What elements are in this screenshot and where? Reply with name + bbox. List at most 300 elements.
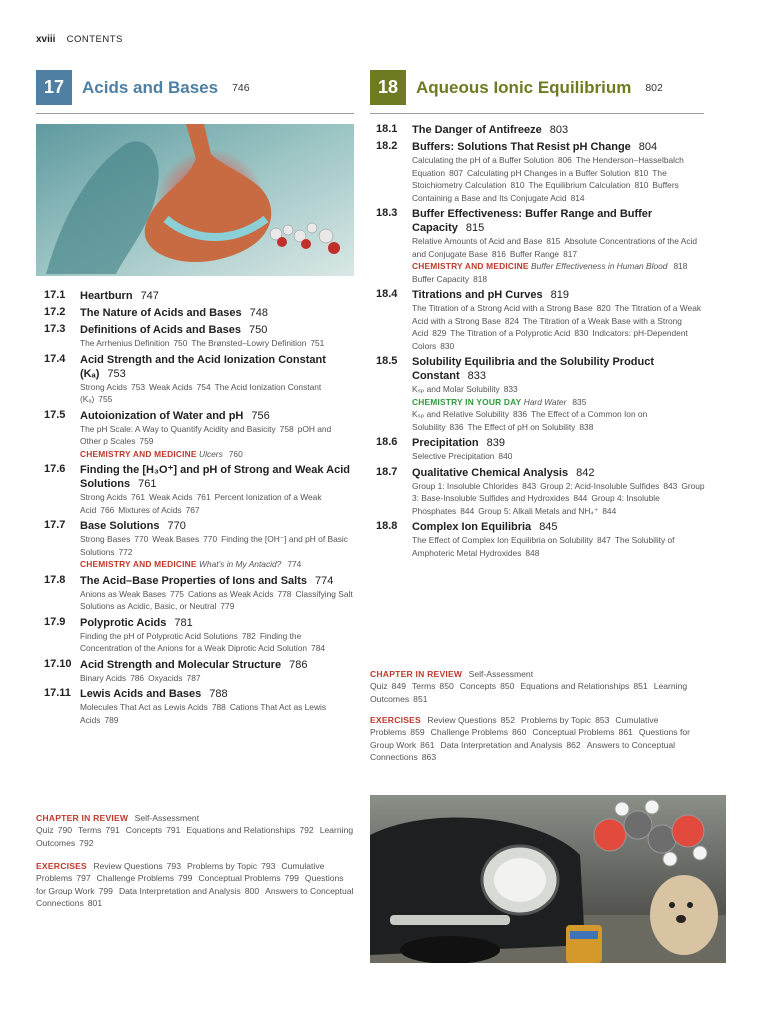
running-head: CONTENTS: [66, 34, 123, 45]
chapter-18-header[interactable]: [370, 70, 663, 105]
chapter-18-toc: [376, 123, 706, 562]
section-title-text: The Danger of Antifreeze: [412, 124, 542, 136]
subsection-page: 807: [449, 167, 464, 178]
toc-section-row: [44, 323, 354, 350]
review-item-page: 801: [87, 897, 103, 908]
subsection-list: [80, 672, 354, 685]
subsection-list: [412, 383, 706, 396]
subsection-title[interactable]: Relative Amounts of Acid and Base: [412, 236, 543, 246]
section-page: 839: [486, 437, 505, 449]
subsection-page: 770: [203, 534, 218, 544]
subsection-title[interactable]: The Titration of a Weak Base with a Strong Acid: [412, 315, 682, 338]
review-item[interactable]: Challenge Problems: [96, 873, 175, 884]
toc-section: [44, 658, 354, 685]
toc-section: [44, 616, 354, 655]
chapter-18-exercises: [370, 714, 706, 763]
section-number: 18.4: [376, 288, 398, 300]
subsection-page: 824: [504, 315, 519, 326]
feature-box[interactable]: [80, 448, 354, 461]
subsection-title[interactable]: The Henderson–Hasselbalch Equation: [412, 155, 684, 178]
subsection-page: 751: [310, 338, 325, 348]
section-number: 17.2: [44, 306, 66, 318]
toc-section: [44, 409, 354, 461]
section-number: 18.6: [376, 436, 398, 448]
subsection-title[interactable]: The Equilibrium Calculation: [528, 180, 631, 190]
section-body: [80, 289, 354, 303]
review-item[interactable]: Answers to Conceptual Connections: [36, 885, 354, 908]
review-item-page: 859: [410, 727, 425, 738]
review-item-page: 793: [261, 861, 276, 871]
subsection-page: 806: [557, 155, 572, 165]
chapter-18-review: [370, 668, 706, 705]
subsection-page: 788: [211, 702, 226, 712]
section-title[interactable]: [80, 306, 354, 320]
subsection-page: 755: [98, 394, 113, 404]
subsection-list: [412, 302, 706, 352]
review-item-page: 792: [79, 837, 94, 848]
section-title[interactable]: [80, 519, 354, 533]
section-body: [80, 687, 354, 726]
subsection-title[interactable]: Kₛₚ and Relative Solubility: [412, 409, 510, 419]
feature-box[interactable]: [80, 558, 354, 571]
review-item-page: 862: [566, 739, 581, 750]
section-page: 819: [550, 289, 569, 301]
review-item-page: 800: [244, 885, 260, 896]
toc-section-row: [44, 687, 354, 726]
toc-section: [376, 520, 706, 559]
review-item[interactable]: Questions for Group Work: [370, 727, 690, 750]
toc-section-row: [376, 436, 706, 463]
section-title[interactable]: [80, 323, 354, 337]
subsection-title[interactable]: Weak Bases: [152, 534, 200, 544]
chapter-18-title: Aqueous Ionic Equilibrium: [416, 77, 632, 97]
subsection-title[interactable]: Buffers Containing a Base and Its Conjugate Acid: [412, 180, 679, 203]
review-item-page: 861: [420, 739, 435, 750]
subsection-page: 810: [510, 180, 525, 190]
subsection-page: 840: [498, 451, 513, 461]
section-number: 18.2: [376, 140, 398, 152]
subsection-page: 818: [473, 273, 488, 284]
subsection-title[interactable]: Anions as Weak Bases: [80, 588, 166, 599]
subsection-title[interactable]: Mixtures of Acids: [118, 504, 182, 515]
subsection-page: 767: [185, 504, 200, 515]
toc-section-row: [44, 409, 354, 461]
subsection-title[interactable]: Group 3: Base-Insoluble Sulfides and Hydroxides: [412, 480, 705, 503]
section-page: 842: [576, 466, 595, 479]
section-number: 17.7: [44, 519, 66, 531]
section-body: [412, 288, 706, 352]
subsection-page: 770: [134, 534, 149, 544]
review-item[interactable]: Equations and Relationships: [520, 681, 630, 692]
subsection-page: 820: [596, 303, 611, 313]
review-item-page: 792: [299, 825, 314, 836]
subsection-title[interactable]: The Solubility of Amphoteric Metal Hydroxides: [412, 535, 675, 558]
review-item[interactable]: Answers to Conceptual Connections: [370, 739, 676, 762]
review-item-page: 793: [166, 861, 181, 871]
subsection-title[interactable]: The pH Scale: A Way to Quantify Acidity and Basicity: [80, 423, 276, 434]
subsection-page: 810: [634, 180, 649, 190]
toc-section: [376, 355, 706, 433]
section-body: [80, 353, 354, 406]
subsection-page: 836: [513, 409, 528, 419]
section-title-text: The Acid–Base Properties of Ions and Salts: [80, 574, 307, 587]
subsection-title[interactable]: The Titration of a Weak Acid with a Strong Base: [412, 303, 702, 326]
section-title-text: The Nature of Acids and Bases: [80, 307, 242, 319]
subsection-page: 775: [169, 588, 184, 599]
chapter-18-number-badge: 18: [370, 70, 406, 105]
review-item-page: 853: [595, 715, 610, 725]
review-item[interactable]: Questions for Group Work: [36, 873, 344, 896]
review-item[interactable]: Conceptual Problems: [198, 873, 281, 884]
subsection-page: 810: [634, 167, 649, 178]
section-title-text: Qualitative Chemical Analysis: [412, 466, 569, 479]
subsection-title[interactable]: Group 2: Acid-Insoluble Sulfides: [540, 480, 660, 491]
chapter-17-toc: [44, 289, 354, 729]
subsection-title[interactable]: Binary Acids: [80, 672, 127, 683]
section-title[interactable]: [80, 687, 354, 701]
subsection-page: 782: [241, 630, 256, 641]
section-body: [412, 355, 706, 433]
section-page: 750: [248, 324, 268, 336]
subsection-title[interactable]: Strong Bases: [80, 534, 131, 544]
section-title-text: Polyprotic Acids: [80, 616, 167, 629]
section-number: 18.3: [376, 207, 398, 219]
subsection-title[interactable]: Absolute Concentrations of the Acid and Conjugate Base: [412, 236, 698, 259]
feature-title: Hard Water: [523, 396, 567, 407]
toc-section-row: [44, 289, 354, 303]
chapter-17-exercises-label: EXERCISES: [36, 861, 87, 871]
toc-section-row: [44, 519, 354, 571]
subsection-title[interactable]: Strong Acids: [80, 381, 128, 392]
section-title[interactable]: [412, 466, 706, 480]
review-item-page: 799: [178, 873, 193, 884]
subsection-title[interactable]: pOH and Other p Scales: [80, 423, 332, 446]
section-page: 786: [289, 658, 308, 671]
section-number: 17.8: [44, 573, 66, 586]
subsection-title[interactable]: The Titration of a Strong Acid with a Strong Base: [412, 303, 593, 313]
review-item[interactable]: Learning Outcomes: [370, 681, 688, 704]
subsection-page: 830: [574, 328, 589, 338]
section-title[interactable]: [412, 288, 706, 302]
section-number: 17.3: [44, 323, 66, 335]
section-title[interactable]: [412, 520, 706, 534]
review-item-page: 799: [284, 873, 299, 884]
section-number: 17.5: [44, 408, 66, 421]
chapter-18-review-label: CHAPTER IN REVIEW: [370, 669, 463, 679]
chapter-18-page: 802: [645, 81, 663, 94]
section-body: [412, 520, 706, 559]
feature-label: CHEMISTRY AND MEDICINE: [80, 448, 197, 459]
review-item[interactable]: Data Interpretation and Analysis: [118, 885, 241, 896]
subsection-page: 844: [460, 505, 475, 516]
review-item[interactable]: Data Interpretation and Analysis: [440, 739, 563, 750]
section-body: [80, 658, 354, 685]
section-title-text: Heartburn: [80, 290, 133, 302]
feature-box[interactable]: [412, 396, 706, 409]
section-page: 815: [465, 222, 485, 234]
toc-section-row: [44, 463, 354, 516]
toc-section: [44, 519, 354, 571]
section-title[interactable]: [80, 574, 354, 588]
subsection-page: 838: [579, 421, 594, 432]
section-title-text: Buffers: Solutions That Resist pH Change: [412, 141, 631, 153]
subsection-page: 779: [220, 601, 235, 611]
review-item[interactable]: Review Questions: [93, 861, 163, 871]
review-item-page: 852: [500, 715, 515, 725]
review-item[interactable]: Conceptual Problems: [532, 727, 615, 738]
toc-section: [44, 289, 354, 303]
review-item[interactable]: Problems by Topic: [521, 715, 592, 725]
review-item[interactable]: Cumulative Problems: [370, 715, 659, 738]
section-title[interactable]: [412, 140, 706, 154]
subsection-title[interactable]: Finding the [OH⁻] and pH of Basic Solutions: [80, 534, 348, 557]
toc-section: [376, 288, 706, 352]
section-body: [412, 123, 706, 137]
subsection-page: 836: [449, 421, 464, 432]
section-number: 17.4: [44, 352, 66, 365]
feature-label: CHEMISTRY AND MEDICINE: [80, 559, 197, 569]
subsection-page: 847: [596, 535, 611, 545]
toc-section-row: [44, 306, 354, 320]
toc-section: [44, 463, 354, 516]
subsection-title[interactable]: Cations That Act as Lewis Acids: [80, 702, 327, 725]
section-body: [412, 436, 706, 463]
review-item[interactable]: Concepts: [125, 825, 163, 836]
subsection-page: 754: [196, 381, 211, 392]
subsection-title[interactable]: The Effect of pH on Solubility: [467, 421, 576, 432]
page-number: xviii: [36, 34, 56, 45]
subsection-page: 816: [491, 248, 506, 259]
review-item-page: 863: [421, 751, 437, 762]
section-body: [412, 140, 706, 204]
review-item[interactable]: Learning Outcomes: [36, 825, 354, 848]
section-page: 756: [251, 409, 270, 422]
subsection-page: 843: [522, 480, 537, 491]
section-title[interactable]: [80, 616, 354, 630]
section-number: 17.1: [44, 289, 66, 301]
section-number: 18.8: [376, 520, 398, 532]
subsection-page: 817: [563, 248, 578, 259]
subsection-title[interactable]: Oxyacids: [148, 672, 183, 683]
subsection-title[interactable]: The Effect of Complex Ion Equilibria on Solubility: [412, 535, 593, 545]
subsection-title[interactable]: Selective Precipitation: [412, 451, 495, 461]
page-header: [36, 34, 123, 45]
toc-section: [44, 574, 354, 613]
feature-page: 818: [673, 261, 688, 271]
chapter-17-review-label: CHAPTER IN REVIEW: [36, 813, 129, 823]
review-item[interactable]: Review Questions: [427, 715, 497, 725]
section-title[interactable]: [80, 658, 354, 672]
review-item-page: 860: [512, 727, 527, 738]
subsection-page: 786: [130, 672, 145, 683]
subsection-title[interactable]: The Acid Ionization Constant (Kₐ): [80, 381, 322, 404]
feature-box[interactable]: [412, 260, 706, 273]
toc-section: [376, 140, 706, 204]
subsection-title[interactable]: Group 5: Alkali Metals and NH₄⁺: [478, 505, 599, 516]
subsection-list: [80, 423, 354, 448]
subsection-page: 759: [139, 436, 154, 446]
subsection-page: 830: [440, 340, 455, 351]
subsection-title[interactable]: Indicators: pH-Dependent Colors: [412, 328, 688, 351]
toc-section-row: [44, 353, 354, 406]
subsection-list: [80, 630, 354, 655]
subsection-list: [80, 701, 354, 726]
section-title-text: Finding the [H₃O⁺] and pH of Strong and Weak Acid Solutions: [80, 464, 350, 490]
feature-page: 774: [287, 559, 302, 569]
subsection-list: [80, 491, 354, 516]
feature-page: 835: [572, 396, 587, 407]
section-page: 747: [140, 290, 159, 302]
review-item[interactable]: Cumulative Problems: [36, 861, 325, 884]
section-number: 18.5: [376, 355, 398, 367]
stomach-illustration: [36, 124, 354, 276]
toc-section: [44, 323, 354, 350]
toc-section-row: [376, 288, 706, 352]
chapter-18-exercises-label: EXERCISES: [370, 715, 421, 725]
section-page: 833: [467, 370, 487, 382]
review-item[interactable]: Terms: [78, 825, 102, 836]
subsection-list: [412, 534, 706, 559]
section-title-text: Acid Strength and Molecular Structure: [80, 658, 282, 671]
section-title[interactable]: [412, 436, 706, 450]
toc-section-row: [376, 207, 706, 285]
subsection-title[interactable]: Cations as Weak Acids: [187, 588, 274, 599]
section-number: 17.11: [44, 687, 71, 699]
section-title[interactable]: [412, 123, 706, 137]
chapter-17-exercises: [36, 860, 354, 909]
subsection-title[interactable]: Buffer Capacity: [412, 273, 470, 284]
feature-page: 760: [228, 448, 243, 459]
chapter-17-header[interactable]: [36, 70, 250, 105]
subsection-page: 844: [573, 493, 588, 503]
review-item[interactable]: Problems by Topic: [187, 861, 258, 871]
section-title-text: Definitions of Acids and Bases: [80, 324, 241, 336]
section-body: [80, 519, 354, 571]
subsection-title[interactable]: Group 4: Insoluble Phosphates: [412, 493, 660, 516]
review-item-page: 799: [98, 885, 113, 896]
review-item-page: 851: [633, 681, 648, 692]
section-title-text: Base Solutions: [80, 520, 160, 532]
review-item-page: 861: [618, 727, 633, 738]
chapter-17-page: 746: [232, 81, 250, 94]
review-item-page: 849: [391, 681, 407, 692]
subsection-page: 753: [131, 381, 146, 392]
section-title-text: Precipitation: [412, 437, 479, 449]
subsection-title[interactable]: The Titration of a Polyprotic Acid: [450, 328, 571, 338]
subsection-title[interactable]: Group 1: Insoluble Chlorides: [412, 480, 519, 491]
section-title-text: Complex Ion Equilibria: [412, 521, 532, 533]
review-item[interactable]: Concepts: [459, 681, 497, 692]
review-item[interactable]: Self-Assessment Quiz: [370, 669, 534, 692]
toc-section: [44, 306, 354, 320]
section-title[interactable]: [80, 353, 354, 381]
subsection-page: 843: [663, 480, 678, 491]
section-body: [80, 574, 354, 613]
review-item-page: 850: [500, 681, 515, 692]
subsection-title[interactable]: Classifying Salt Solutions as Acidic, Basic, or Neutral: [80, 588, 353, 611]
toc-section: [376, 466, 706, 518]
subsection-page: 778: [277, 588, 292, 599]
subsection-title[interactable]: Molecules That Act as Lewis Acids: [80, 702, 208, 712]
section-title[interactable]: [80, 409, 354, 423]
subsection-title[interactable]: The Stoichiometry Calculation: [412, 167, 667, 190]
subsection-title[interactable]: Weak Acids: [149, 381, 193, 392]
subsection-list: [80, 533, 354, 558]
section-number: 17.10: [44, 657, 72, 670]
subsection-page: 829: [432, 328, 447, 338]
toc-section-row: [376, 140, 706, 204]
subsection-page: 761: [196, 492, 211, 502]
section-page: 761: [138, 478, 157, 490]
section-title-text: Buffer Effectiveness: Buffer Range and Buffer Capacity: [412, 208, 653, 234]
subsection-list: [80, 337, 354, 350]
chapter-17-title: Acids and Bases: [82, 77, 219, 97]
section-page: 748: [249, 307, 268, 319]
review-item[interactable]: Terms: [412, 681, 436, 692]
toc-section-row: [44, 658, 354, 685]
review-item-page: 797: [76, 873, 91, 884]
subsection-title[interactable]: Calculating pH Changes in a Buffer Solution: [467, 167, 631, 178]
subsection-title[interactable]: The Brønsted–Lowry Definition: [191, 338, 307, 348]
section-body: [412, 207, 706, 285]
chapter-17-rule: [36, 113, 354, 114]
section-title[interactable]: [80, 463, 354, 491]
subsection-title[interactable]: Strong Acids: [80, 492, 128, 502]
toc-section: [44, 353, 354, 406]
subsection-title[interactable]: Kₛₚ and Molar Solubility: [412, 384, 500, 394]
subsection-title[interactable]: Weak Acids: [149, 492, 193, 502]
chapter-17-review: [36, 812, 354, 849]
section-body: [80, 323, 354, 350]
review-item[interactable]: Equations and Relationships: [186, 825, 296, 836]
section-number: 18.7: [376, 465, 398, 478]
subsection-list: [412, 480, 706, 518]
section-title[interactable]: [412, 207, 706, 235]
section-title[interactable]: [80, 289, 354, 303]
feature-title: Buffer Effectiveness in Human Blood: [531, 261, 668, 271]
subsection-title[interactable]: Percent Ionization of a Weak Acid: [80, 492, 322, 515]
subsection-page: 815: [546, 236, 561, 246]
car-dog-molecule-photo: [370, 795, 726, 963]
toc-section-row: [376, 466, 706, 518]
subsection-title[interactable]: Finding the pH of Polyprotic Acid Solutions: [80, 630, 238, 641]
section-title-text: Autoionization of Water and pH: [80, 409, 244, 422]
review-item[interactable]: Challenge Problems: [430, 727, 509, 738]
subsection-list: [412, 273, 706, 286]
chapter-18-rule: [370, 113, 704, 114]
subsection-list: [412, 154, 706, 204]
subsection-page: 766: [100, 504, 115, 515]
subsection-title[interactable]: Finding the Concentration of the Anions for a Weak Diprotic Acid Solution: [80, 630, 308, 653]
subsection-title[interactable]: Calculating the pH of a Buffer Solution: [412, 155, 554, 165]
feature-title: Ulcers: [199, 448, 223, 459]
subsection-page: 789: [104, 714, 119, 725]
section-title-text: Titrations and pH Curves: [412, 289, 543, 301]
section-page: 781: [174, 616, 193, 629]
toc-section-row: [376, 123, 706, 137]
section-title[interactable]: [412, 355, 706, 383]
subsection-title[interactable]: The Effect of a Common Ion on Solubility: [412, 409, 648, 432]
section-title-text: Acid Strength and the Acid Ionization Constant (Kₐ): [80, 353, 326, 380]
subsection-list: [412, 450, 706, 463]
chapter-17-number-badge: 17: [36, 70, 72, 105]
subsection-page: 750: [173, 338, 188, 348]
section-body: [412, 466, 706, 518]
subsection-page: 833: [503, 384, 518, 394]
subsection-title[interactable]: The Arrhenius Definition: [80, 338, 170, 348]
subsection-title[interactable]: Buffer Range: [509, 248, 560, 259]
review-item[interactable]: Self-Assessment Quiz: [36, 813, 200, 836]
